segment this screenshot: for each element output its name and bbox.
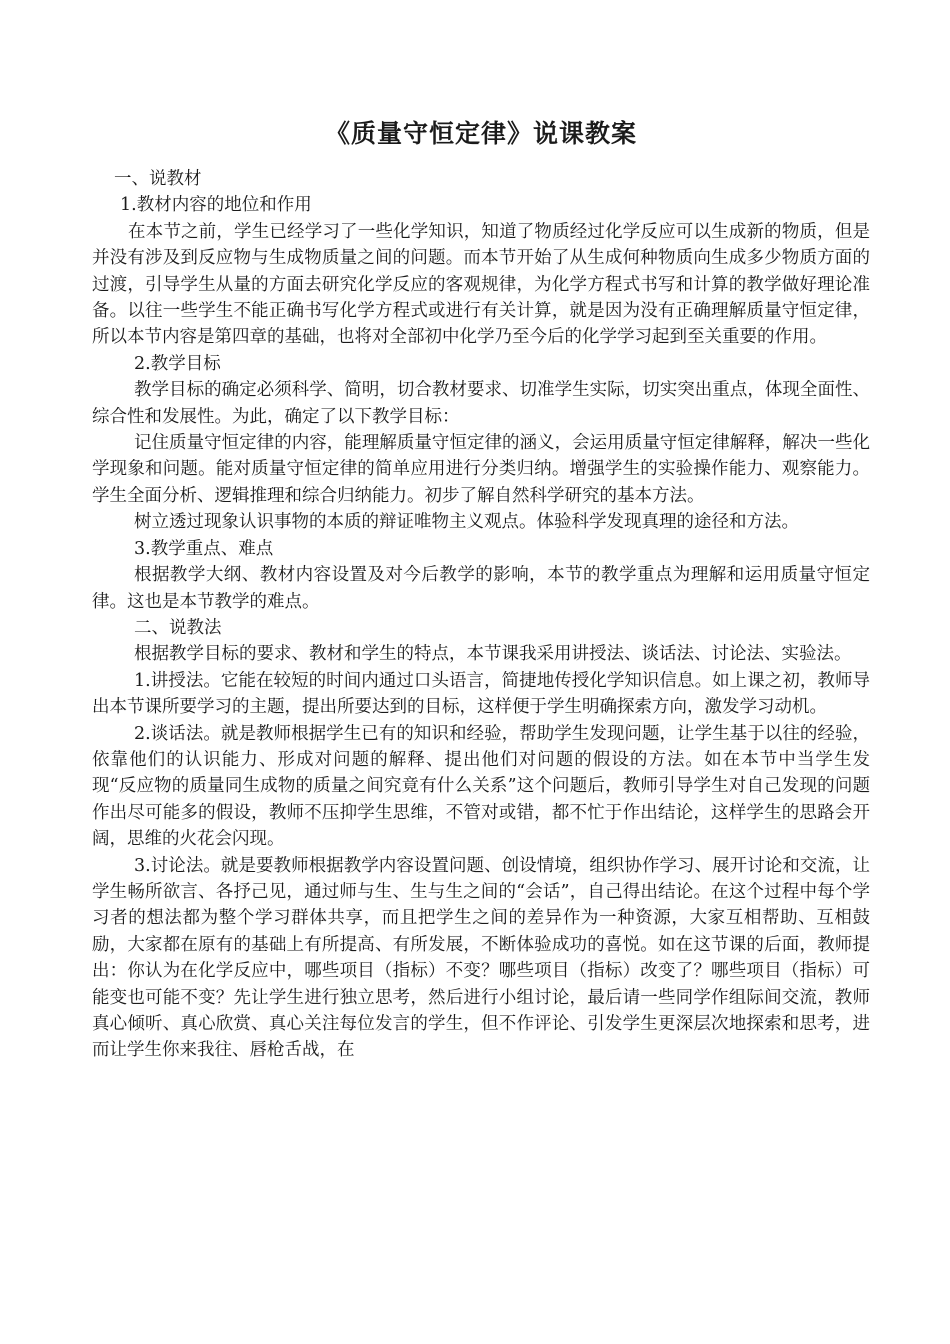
paragraph-1-1: 在本节之前，学生已经学习了一些化学知识，知道了物质经过化学反应可以生成新的物质，但是并没有涉及到反应物与生成物质量之间的问题。而本节开始了从生成何种物质向生成多少物质方面的过渡，引导学生从量的方面去研究化学反应的客观规律，为化学方程式书写和计算的教学做好理论准备。以往一些学生不能正确书写化学方程式或进行有关计算，就是因为没有正确理解质量守恒定律，所以本节内容是第四章的基础，也将对全部初中化学乃至今后的化学学习起到至关重要的作用。 xyxy=(92,221,870,348)
subsection-heading-1-1: 1.教材内容的地位和作用 xyxy=(120,195,312,216)
paragraph-1-2-c: 树立透过现象认识事物的本质的辩证唯物主义观点。体验科学发现真理的途径和方法。 xyxy=(134,512,799,533)
paragraph-1-2-b: 记住质量守恒定律的内容，能理解质量守恒定律的涵义，会运用质量守恒定律解释，解决一些化学现象和问题。能对质量守恒定律的简单应用进行分类归纳。增强学生的实验操作能力、观察能力。学生全面分析、逻辑推理和综合归纳能力。初步了解自然科学研究的基本方法。 xyxy=(92,433,870,506)
document-body xyxy=(92,166,870,1064)
paragraph-1-3: 根据教学大纲、教材内容设置及对今后教学的影响，本节的教学重点为理解和运用质量守恒定律。这也是本节教学的难点。 xyxy=(92,565,870,612)
paragraph-2-2: 2.谈话法。就是教师根据学生已有的知识和经验，帮助学生发现问题，让学生基于以往的经验，依靠他们的认识能力、形成对问题的解释、提出他们对问题的假设的方法。如在本节中当学生发现“反应物的质量同生成物的质量之间究竟有什么关系”这个问题后，教师引导学生对自己发现的问题作出尽可能多的假设，教师不压抑学生思维，不管对或错，都不忙于作出结论，这样学生的思路会开阔，思维的火花会闪现。 xyxy=(92,723,870,850)
subsection-heading-1-2: 2.教学目标 xyxy=(134,353,221,374)
section-heading-1: 一、说教材 xyxy=(114,169,202,189)
section-heading-2: 二、说教法 xyxy=(134,617,222,638)
paragraph-1-2-a: 教学目标的确定必须科学、简明，切合教材要求、切准学生实际，切实突出重点，体现全面性、综合性和发展性。为此，确定了以下教学目标： xyxy=(92,380,870,427)
document-title: 《质量守恒定律》说课教案 xyxy=(324,119,637,148)
document-page xyxy=(92,112,870,1064)
paragraph-2-intro: 根据教学目标的要求、教材和学生的特点，本节课我采用讲授法、谈话法、讨论法、实验法。 xyxy=(134,644,852,665)
subsection-heading-1-3: 3.教学重点、难点 xyxy=(134,538,274,559)
paragraph-2-3: 3.讨论法。就是要教师根据教学内容设置问题、创设情境，组织协作学习、展开讨论和交流，让学生畅所欲言、各抒己见，通过师与生、生与生之间的“会话”，自己得出结论。在这个过程中每个学习者的想法都为整个学习群体共享，而且把学生之间的差异作为一种资源，大家互相帮助、互相鼓励，大家都在原有的基础上有所提高、有所发展，不断体验成功的喜悦。如在这节课的后面，教师提出：你认为在化学反应中，哪些项目（指标）不变？哪些项目（指标）改变了？哪些项目（指标）可能变也可能不变？先让学生进行独立思考，然后进行小组讨论，最后请一些同学作组际间交流，教师真心倾听、真心欣赏、真心关注每位发言的学生，但不作评论、引发学生更深层次地探索和思考，进而让学生你来我往、唇枪舌战，在 xyxy=(92,855,870,1061)
paragraph-2-1: 1.讲授法。它能在较短的时间内通过口头语言，简捷地传授化学知识信息。如上课之初，教师导出本节课所要学习的主题，提出所要达到的目标，这样便于学生明确探索方向，激发学习动机。 xyxy=(92,670,870,718)
